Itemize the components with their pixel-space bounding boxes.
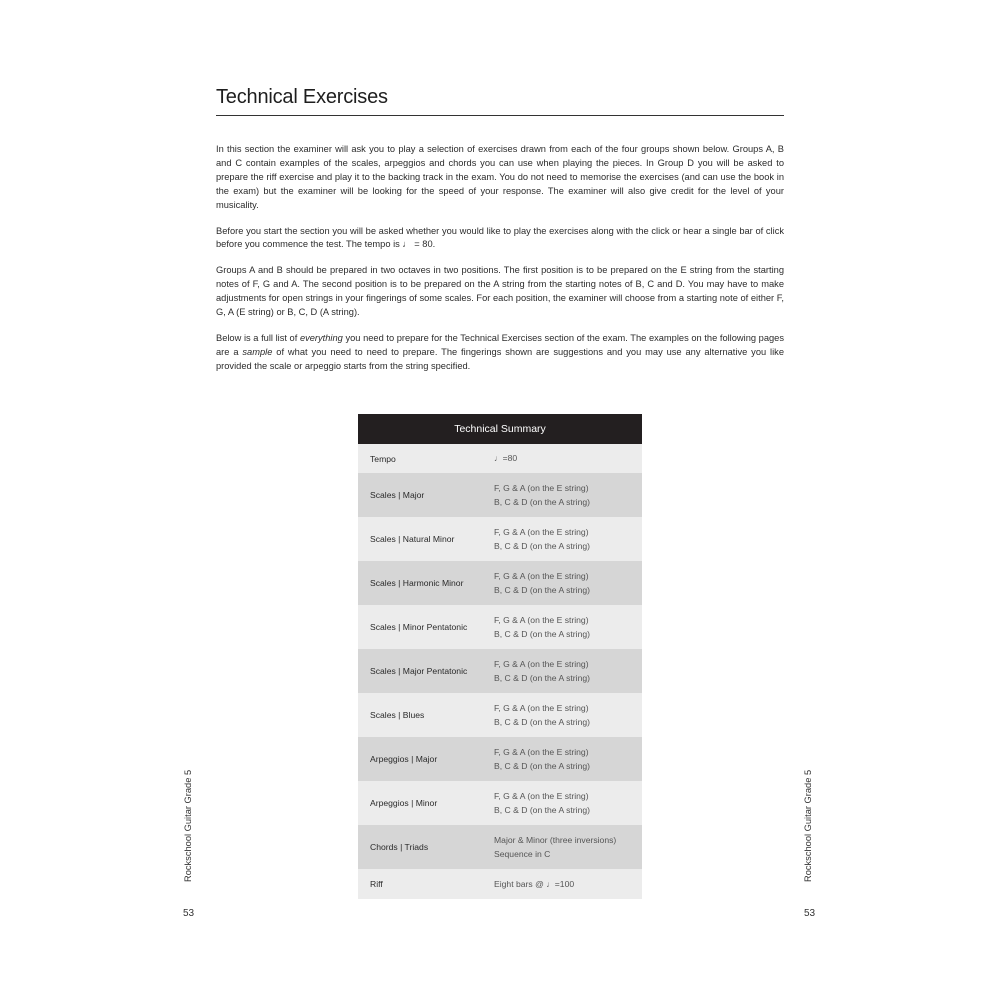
row-label: Scales | Natural Minor (370, 534, 455, 544)
row-label: Tempo (370, 453, 396, 464)
table-row (358, 473, 642, 517)
value-line: F, G & A (on the E string) (494, 658, 589, 669)
paragraph-3: Groups A and B should be prepared in two octaves in two positions. The first position is to be prepared on the E string from the starting notes of F, G and A. The second position is to be prepared on the A string from the starting notes of B, C and D. You may have to make adjustments for open strings in your fingerings of some scales. For each position, the examiner will choose from a starting note of either F, G, A (E string) or B, C, D (A string). (216, 265, 784, 318)
row-label: Scales | Blues (370, 710, 425, 720)
table-header: Technical Summary (358, 414, 642, 444)
row-label: Riff (370, 879, 383, 889)
emphasis-sample: sample (242, 346, 273, 357)
table-row (358, 869, 642, 899)
side-label-left: Rockschool Guitar Grade 5 (183, 769, 193, 882)
table-row (358, 517, 642, 561)
row-label: Arpeggios | Minor (370, 798, 438, 808)
paragraph-1: In this section the examiner will ask you to play a selection of exercises drawn from each of the four groups shown below. Groups A, B and C contain examples of the scales, arpeggios and chords you can use when playing the pieces. In Group D you will be asked to prepare the riff exercise and play it to the backing track in the exam. You do not need to memorise the exercises (and can use the book in the exam) but the examiner will be looking for the speed of your response. The examiner will also give credit for the level of your musicality. (216, 144, 784, 210)
row-label: Scales | Major Pentatonic (370, 666, 468, 676)
row-label: Scales | Harmonic Minor (370, 578, 464, 588)
value-line: F, G & A (on the E string) (494, 482, 589, 493)
emphasis-everything: everything (299, 332, 343, 343)
row-value (482, 451, 642, 466)
row-value (482, 481, 642, 510)
paragraph-4-part-c: you need to prepare for the Technical Exercises section of the exam. The examples on the following pages are a (216, 332, 784, 357)
table-row (358, 605, 642, 649)
intro-text (216, 143, 784, 386)
side-label-right: Rockschool Guitar Grade 5 (803, 769, 813, 882)
table-row (358, 737, 642, 781)
paragraph-4 (216, 332, 784, 374)
value-line: Major & Minor (three inversions) (494, 834, 617, 845)
value-line: F, G & A (on the E string) (494, 746, 589, 757)
value-line: ♩=80 (494, 453, 518, 464)
value-line: B, C & D (on the A string) (494, 717, 591, 727)
value-line: B, C & D (on the A string) (494, 761, 591, 771)
row-value (482, 701, 642, 730)
table-row (358, 781, 642, 825)
table-row (358, 561, 642, 605)
value-line: F, G & A (on the E string) (494, 614, 589, 625)
value-line: F, G & A (on the E string) (494, 526, 589, 537)
value-line: B, C & D (on the A string) (494, 585, 591, 595)
paragraph-4-part-a: Below is a full list of (216, 332, 300, 343)
value-line: B, C & D (on the A string) (494, 673, 591, 683)
value-line: B, C & D (on the A string) (494, 541, 591, 551)
table-row (358, 444, 642, 473)
page-title: Technical Exercises (216, 86, 784, 116)
value-line: Sequence in C (494, 849, 551, 859)
page-number-right: 53 (804, 908, 816, 919)
table-row (358, 825, 642, 869)
row-value (482, 745, 642, 774)
value-line: B, C & D (on the A string) (494, 629, 591, 639)
technical-summary-table (358, 414, 642, 899)
paragraph-4-part-e: of what you need to need to prepare. The fingerings shown are suggestions and you may use any alternative you like provided the scale or arpeggio starts from the string specified. (216, 346, 784, 371)
row-value (482, 525, 642, 554)
page-number-left: 53 (183, 908, 195, 919)
row-label: Chords | Triads (370, 842, 429, 852)
value-line: Eight bars @ ♩=100 (494, 878, 575, 889)
table-row (358, 693, 642, 737)
row-value (482, 613, 642, 642)
value-line: F, G & A (on the E string) (494, 570, 589, 581)
paragraph-2: Before you start the section you will be asked whether you would like to play the exercises along with the click or hear a single bar of click before you commence the test. The tempo is ♩ = 80. (216, 225, 784, 250)
row-label: Scales | Major (370, 490, 425, 500)
value-line: B, C & D (on the A string) (494, 805, 591, 815)
value-line: F, G & A (on the E string) (494, 702, 589, 713)
row-label: Scales | Minor Pentatonic (370, 622, 468, 632)
row-label: Arpeggios | Major (370, 754, 438, 764)
value-line: B, C & D (on the A string) (494, 497, 591, 507)
row-value (482, 569, 642, 598)
row-value (482, 833, 642, 862)
row-value (482, 789, 642, 818)
table-row (358, 649, 642, 693)
row-value (482, 657, 642, 686)
value-line: F, G & A (on the E string) (494, 790, 589, 801)
row-value (482, 877, 642, 892)
